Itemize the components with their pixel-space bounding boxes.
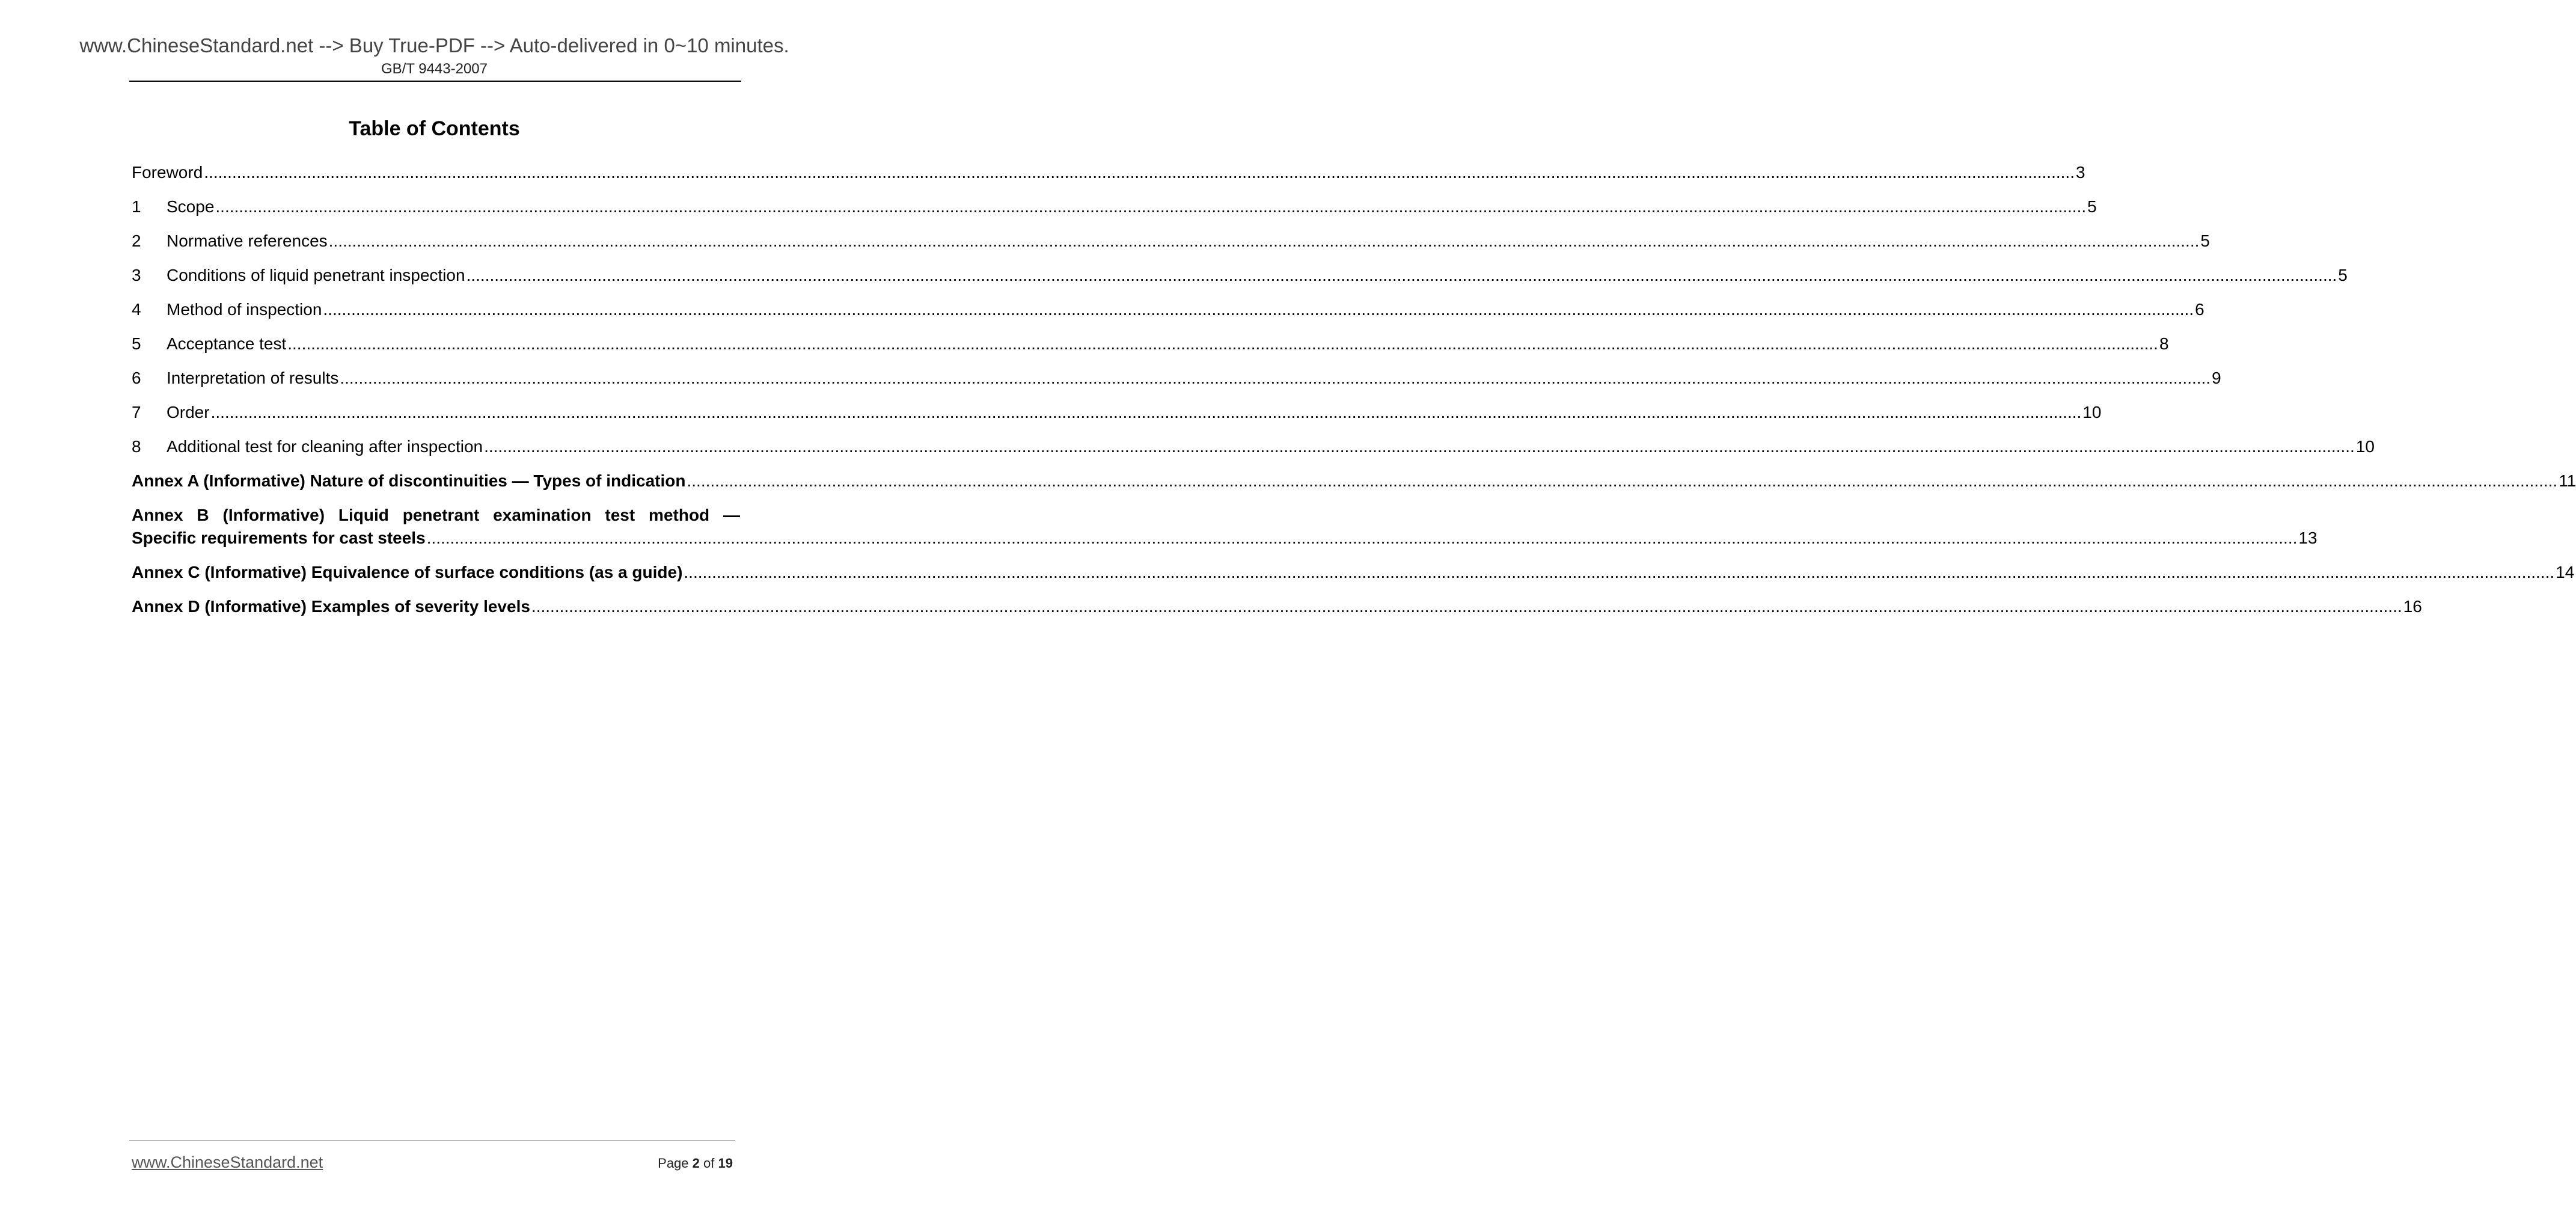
toc-entry-acceptance-test[interactable] <box>132 333 2169 355</box>
toc-entry-annex-a[interactable] <box>132 470 2576 492</box>
footer-site-link[interactable]: www.ChineseStandard.net <box>132 1153 323 1171</box>
toc-entry-page: 5 <box>2200 231 2210 250</box>
toc-leader-dots: ................................................................................................................................................................................................................................................................................................................................................................................................................ <box>323 300 2194 319</box>
toc-entry-text: Specific requirements for cast steels <box>132 529 426 547</box>
toc-entry-text: Scope <box>167 197 215 216</box>
toc-entry-number: 7 <box>132 403 141 421</box>
toc-entry-number: 2 <box>132 231 141 250</box>
toc-leader-dots: ................................................................................................................................................................................................................................................................................................................................................................................................................ <box>210 403 2082 421</box>
document-code: GB/T 9443-2007 <box>381 61 488 77</box>
toc-leader-dots: ................................................................................................................................................................................................................................................................................................................................................................................................................ <box>426 529 2298 547</box>
toc-entry-text: Annex C (Informative) Equivalence of surface conditions (as a guide) <box>132 563 683 581</box>
toc-entry-text: Conditions of liquid penetrant inspection <box>167 266 465 284</box>
toc-entry-conditions[interactable] <box>132 264 2348 287</box>
toc-entry-normative-references[interactable] <box>132 230 2210 253</box>
toc-entry-annex-d[interactable] <box>132 595 2422 618</box>
toc-entry-text: Order <box>167 403 210 421</box>
toc-entry-interpretation[interactable] <box>132 367 2221 390</box>
page-of: of <box>703 1156 715 1171</box>
toc-leader-dots: ................................................................................................................................................................................................................................................................................................................................................................................................................ <box>328 231 2200 250</box>
toc-entry-text: Interpretation of results <box>167 369 339 387</box>
toc-leader-dots: ................................................................................................................................................................................................................................................................................................................................................................................................................ <box>287 334 2158 353</box>
annex-b-word: penetrant <box>402 506 480 524</box>
toc-entry-page: 5 <box>2087 197 2097 216</box>
toc-leader-dots: ................................................................................................................................................................................................................................................................................................................................................................................................................ <box>466 266 2337 284</box>
toc-entry-text: Annex D (Informative) Examples of severity levels <box>132 597 530 616</box>
toc-entry-annex-c[interactable] <box>132 561 2575 584</box>
toc-entry-method[interactable] <box>132 298 2204 321</box>
page-label: Page <box>658 1156 689 1171</box>
annex-b-word: method <box>649 506 710 524</box>
header-divider <box>129 81 741 82</box>
annex-b-word: — <box>723 506 740 524</box>
top-banner[interactable]: www.ChineseStandard.net --> Buy True-PDF --> Auto-delivered in 0~10 minutes. <box>79 34 789 57</box>
page-title: Table of Contents <box>349 117 520 140</box>
toc-entry-number: 8 <box>132 437 141 456</box>
page-total: 19 <box>718 1156 733 1171</box>
toc-entry-text: Additional test for cleaning after inspection <box>167 437 483 456</box>
page-current: 2 <box>692 1156 700 1171</box>
toc-entry-foreword[interactable] <box>132 161 2085 184</box>
annex-b-word: test <box>605 506 635 524</box>
annex-b-word: (Informative) <box>222 506 325 524</box>
annex-b-word: B <box>197 506 209 524</box>
toc-leader-dots: ................................................................................................................................................................................................................................................................................................................................................................................................................ <box>484 437 2355 456</box>
toc-entry-order[interactable] <box>132 401 2102 424</box>
toc-entry-number: 5 <box>132 334 141 353</box>
toc-entry-page: 9 <box>2212 369 2221 387</box>
toc-entry-text: Foreword <box>132 163 203 182</box>
toc-leader-dots: ................................................................................................................................................................................................................................................................................................................................................................................................................ <box>684 563 2555 581</box>
toc-entry-page: 8 <box>2159 334 2169 353</box>
toc-entry-page: 14 <box>2556 563 2575 581</box>
toc-entry-page: 10 <box>2082 403 2102 421</box>
toc-entry-text: Annex A (Informative) Nature of discontinuities — Types of indication <box>132 471 686 490</box>
toc-leader-dots: ................................................................................................................................................................................................................................................................................................................................................................................................................ <box>531 597 2402 616</box>
toc-entry-page: 5 <box>2338 266 2348 284</box>
toc-entry-page: 3 <box>2075 163 2085 182</box>
toc-entry-page: 16 <box>2403 597 2422 616</box>
toc-entry-scope[interactable] <box>132 195 2097 218</box>
page-number <box>658 1154 733 1172</box>
toc-leader-dots: ................................................................................................................................................................................................................................................................................................................................................................................................................ <box>340 369 2211 387</box>
toc-entry-text: Normative references <box>167 231 328 250</box>
toc-entry-page: 10 <box>2355 437 2375 456</box>
toc-entry-additional-test[interactable] <box>132 435 2375 458</box>
toc-entry-number: 4 <box>132 300 141 319</box>
annex-b-word: examination <box>493 506 592 524</box>
table-of-contents <box>132 161 2576 630</box>
toc-leader-dots: ................................................................................................................................................................................................................................................................................................................................................................................................................ <box>215 197 2087 216</box>
annex-b-word: Annex <box>132 506 183 524</box>
toc-entry-number: 1 <box>132 197 141 216</box>
toc-entry-page: 6 <box>2195 300 2204 319</box>
footer-divider <box>129 1140 735 1141</box>
toc-entry-text: Method of inspection <box>167 300 322 319</box>
toc-entry-page: 11 <box>2559 471 2576 490</box>
toc-leader-dots: ................................................................................................................................................................................................................................................................................................................................................................................................................ <box>204 163 2075 182</box>
toc-entry-number: 6 <box>132 369 141 387</box>
toc-entry-annex-b[interactable] <box>132 504 2317 550</box>
toc-entry-text: Acceptance test <box>167 334 287 353</box>
toc-entry-page: 13 <box>2298 529 2317 547</box>
annex-b-word: Liquid <box>338 506 389 524</box>
toc-leader-dots: ................................................................................................................................................................................................................................................................................................................................................................................................................ <box>687 471 2558 490</box>
toc-entry-number: 3 <box>132 266 141 284</box>
annex-b-first-line <box>132 504 740 527</box>
